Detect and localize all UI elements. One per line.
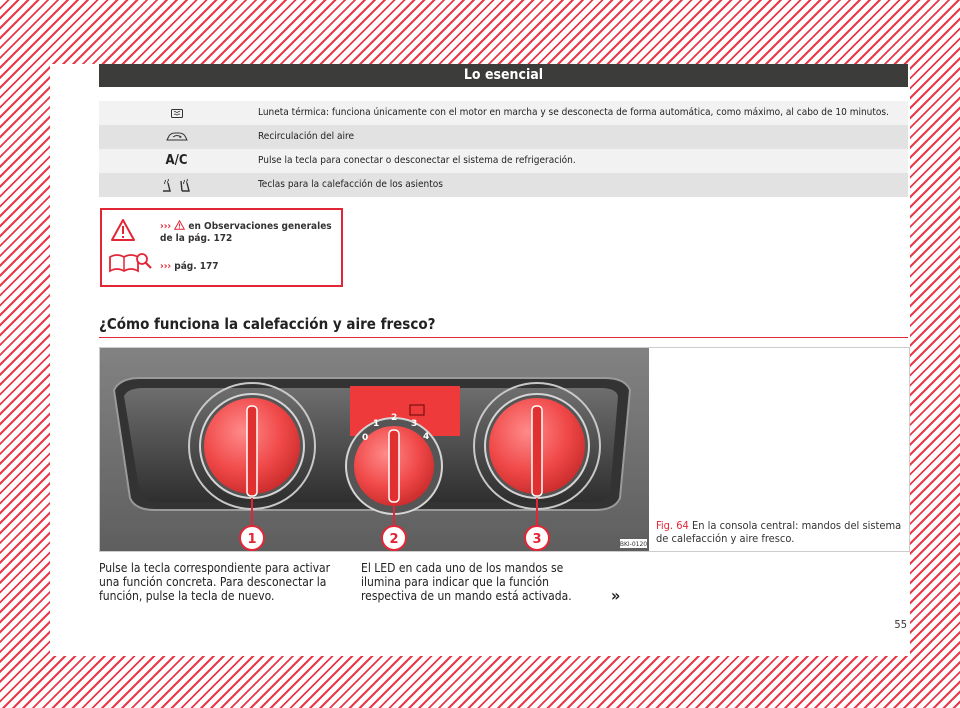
callout-1: 1: [247, 532, 257, 547]
table-row: [99, 149, 908, 173]
reference-box: [100, 208, 343, 287]
fan-label: 2: [391, 413, 398, 423]
reference-2[interactable]: [160, 261, 219, 272]
row-text: Teclas para la calefacción de los asientos: [258, 179, 443, 190]
page-number: 55: [894, 618, 907, 631]
air-recirculation-icon: [99, 125, 254, 149]
ac-label: A/C: [165, 153, 188, 168]
row-text: Luneta térmica: funciona únicamente con el motor en marcha y se desconecta de forma automática, como máximo, al cabo de 10 minutos.: [258, 107, 889, 118]
reference-1[interactable]: [160, 220, 335, 245]
table-row: [99, 173, 908, 197]
fan-label: 4: [423, 432, 430, 442]
seat-heating-icon: [99, 173, 254, 197]
ref-arrows: ›››: [160, 261, 172, 272]
body-text: El LED en cada uno de los mandos se ilumina para indicar que la función respectiva de un mando está activada.: [361, 561, 572, 603]
figure-caption: [656, 519, 908, 545]
figure-label: Fig. 64: [656, 519, 689, 532]
table-row: [99, 101, 908, 125]
caption-text: En la consola central: mandos del sistema de calefacción y aire fresco.: [656, 519, 902, 545]
ref-text: en Observaciones generales de la pág. 172: [160, 221, 332, 244]
continue-mark: »: [611, 586, 621, 605]
section-header: Lo esencial: [99, 64, 908, 87]
callout-2: 2: [389, 532, 399, 547]
section-title: ¿Cómo funciona la calefacción y aire fresco?: [99, 315, 908, 338]
warning-icon: [174, 220, 185, 230]
row-text: Pulse la tecla para conectar o desconectar el sistema de refrigeración.: [258, 155, 576, 166]
figure-code: BKI-0120: [619, 541, 648, 548]
climate-control-photo: [100, 348, 649, 551]
manual-page: [50, 64, 910, 656]
body-column-1: Pulse la tecla correspondiente para activar una función concreta. Para desconectar la función, pulse la tecla de nuevo.: [99, 561, 331, 603]
body-column-2: [361, 561, 606, 603]
table-row: [99, 125, 908, 149]
book-search-icon: [108, 251, 154, 275]
rear-window-defrost-icon: [99, 101, 254, 125]
ref-arrows: ›››: [160, 221, 172, 232]
row-text: Recirculación del aire: [258, 131, 355, 142]
fan-label: 1: [373, 419, 380, 429]
ref-text: pág. 177: [174, 261, 219, 272]
warning-icon: [110, 218, 136, 242]
figure-64: [99, 347, 910, 552]
fan-label: 0: [362, 433, 369, 443]
fan-label: 3: [411, 419, 418, 429]
callout-3: 3: [532, 532, 542, 547]
